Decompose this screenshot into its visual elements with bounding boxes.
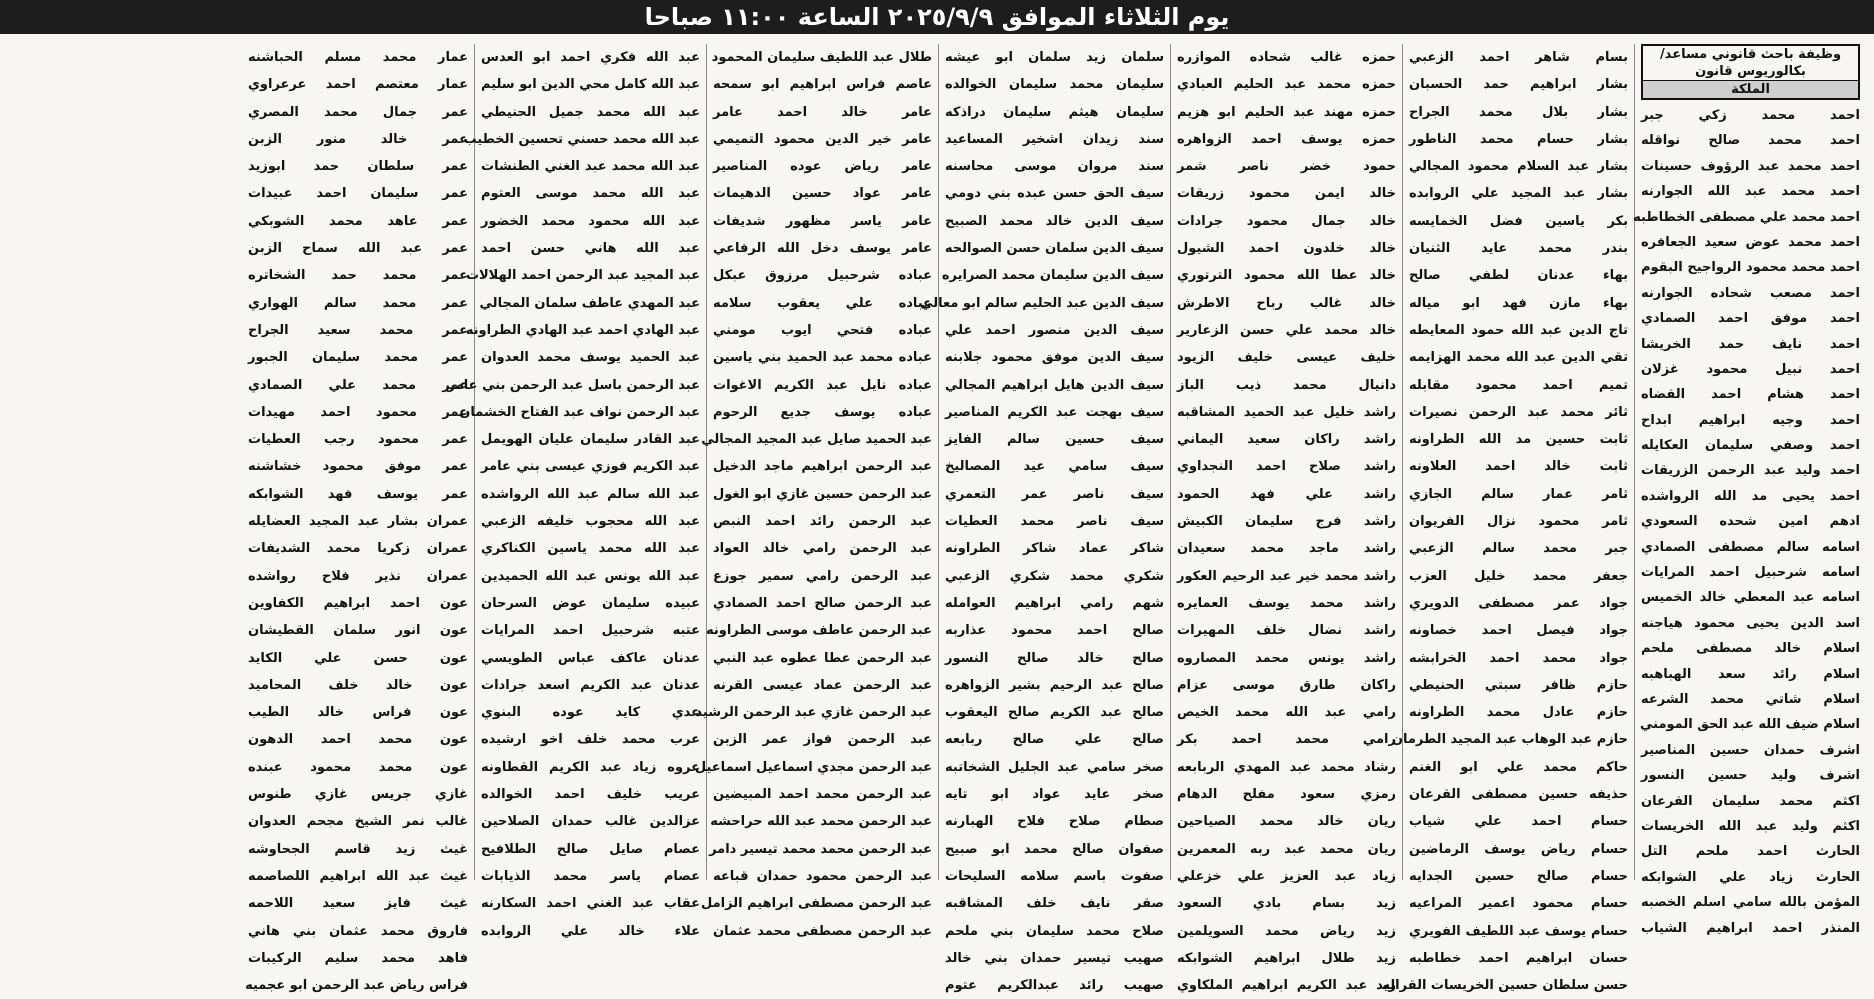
candidate-name: عبد الهادي احمد عبد الهادي الطراونه bbox=[465, 322, 700, 338]
candidate-name: عبد الله محمود محمد الخضور bbox=[481, 213, 700, 229]
candidate-name: سيف بهجت عبد الكريم المناصير bbox=[945, 404, 1164, 420]
candidate-name: عون محمد محمود عبنده bbox=[248, 759, 468, 775]
candidate-name: عروه زياد عبد الكريم القطاونه bbox=[481, 759, 700, 775]
candidate-name: زياد عبد العزيز علي خزعلي bbox=[1177, 868, 1396, 884]
candidate-name: عمر محمد سالم الهواري bbox=[248, 295, 468, 311]
candidate-name: عون فراس خالد الطيب bbox=[248, 705, 468, 721]
job-title-header bbox=[1641, 44, 1860, 100]
candidate-name: المؤمن بالله سامي اسلم الخصبه bbox=[1641, 895, 1860, 911]
candidate-name: زيد بسام بادي السعود bbox=[1177, 896, 1396, 912]
candidate-name: عمر يوسف فهد الشوابكه bbox=[248, 486, 468, 502]
candidate-name: عبد الرحمن عماد عيسى القرنه bbox=[713, 677, 932, 693]
candidate-name: عمر خالد منور الزبن bbox=[248, 131, 468, 147]
candidate-name: حازم ظافر سبتي الحنيطي bbox=[1409, 677, 1628, 693]
candidate-name: عمار محمد مسلم الحباشنه bbox=[248, 50, 468, 65]
candidate-name: عون احمد ابراهيم الكفاوين bbox=[248, 595, 468, 611]
candidate-name: صالح عبد الكريم صالح اليعقوب bbox=[945, 705, 1164, 721]
candidate-name: صالح علي صالح ربابعه bbox=[945, 732, 1164, 748]
candidate-name: عامر خالد احمد عامر bbox=[713, 104, 932, 120]
candidate-name: عامر عواد حسين الدهيمات bbox=[713, 186, 932, 202]
candidate-name: احمد موفق احمد الصمادي bbox=[1641, 311, 1860, 327]
candidate-name: ثائر محمد عبد الرحمن نصيرات bbox=[1409, 404, 1628, 420]
candidate-name: ريان خالد محمد الصياحين bbox=[1177, 814, 1396, 830]
candidate-name: بكر ياسين فضل الخمايسه bbox=[1409, 213, 1628, 229]
candidate-name: سليمان هيثم سليمان دراذكه bbox=[945, 104, 1164, 120]
candidate-name: عريب خليف احمد الخوالده bbox=[481, 787, 700, 803]
candidate-name: عمر محمد سليمان الجبور bbox=[248, 350, 468, 366]
candidate-name: صالح خالد صالح النسور bbox=[945, 650, 1164, 666]
candidate-name: عبد الرحمن محمود حمدان قباعه bbox=[713, 868, 932, 884]
candidate-name: عمر عبد الله سماح الزبن bbox=[248, 241, 468, 257]
candidate-name: شكري محمد شكري الزعبي bbox=[945, 568, 1164, 584]
candidate-name: عصام صايل صالح الطلافيح bbox=[481, 841, 700, 857]
candidate-name: احمد وليد عبد الرحمن الزريقات bbox=[1641, 463, 1860, 479]
candidate-name: عون محمد احمد الدهون bbox=[248, 732, 468, 748]
candidate-name: فاهد محمد سليم الركيبات bbox=[248, 950, 468, 966]
candidate-name: عبد الحميد يوسف محمد العدوان bbox=[481, 350, 700, 366]
candidate-name: سند مروان موسى محاسنه bbox=[945, 159, 1164, 175]
candidate-name: عبد الرحمن ابراهيم ماجد الدخيل bbox=[713, 459, 932, 475]
candidate-name: سيف الدين عبد الحليم سالم ابو معالي bbox=[920, 295, 1164, 311]
candidate-name: عبد القادر سليمان عليان الهويمل bbox=[481, 432, 700, 448]
candidate-name: سيف الدين سليمان محمد الصرايره bbox=[941, 268, 1164, 284]
candidate-name: عدنان عاكف عباس الطويسي bbox=[481, 650, 700, 666]
candidate-name: صلاح محمد سليمان بني ملحم bbox=[945, 923, 1164, 939]
candidate-name: احمد محمد عبد الرؤوف حسينات bbox=[1641, 158, 1860, 174]
candidate-name: صالح احمد محمود عذاربه bbox=[945, 623, 1164, 639]
candidate-name: اسلام ضيف الله عبد الحق المومني bbox=[1640, 717, 1860, 733]
candidate-name: حازم عادل محمد الطراونه bbox=[1409, 705, 1628, 721]
candidate-name: بهاء مازن فهد ابو مياله bbox=[1409, 295, 1628, 311]
candidate-name: عمر موفق محمود خشاشنه bbox=[248, 459, 468, 475]
candidate-name: عباده محمد عبد الحميد بني ياسين bbox=[713, 350, 932, 366]
candidate-name: حسام صالح حسين الجدايه bbox=[1409, 868, 1628, 884]
candidate-name: شهم رامي ابراهيم العوامله bbox=[945, 595, 1164, 611]
candidate-name: عمر محمود رجب العطيات bbox=[248, 432, 468, 448]
candidate-name: حسام محمود اعمير المراعيه bbox=[1409, 896, 1628, 912]
candidate-name: اسد الدين يحيى محمود هياجنه bbox=[1641, 615, 1860, 631]
candidate-name: رمزي سعود مفلح الدهام bbox=[1177, 787, 1396, 803]
candidate-name: صخر عايد عواد ابو تايه bbox=[945, 787, 1164, 803]
candidate-name: عامر خير الدين محمود التميمي bbox=[713, 131, 932, 147]
candidate-name: جواد فيصل احمد خصاونه bbox=[1409, 623, 1628, 639]
candidate-name: سيف الدين هايل ابراهيم المجالي bbox=[945, 377, 1164, 393]
candidate-name: عبد الرحمن محمد عبد الله حراحشه bbox=[710, 814, 932, 830]
candidate-name: تاج الدين عبد الله حمود المعايطه bbox=[1409, 322, 1628, 338]
candidate-name: عرب محمد خلف اخو ارشيده bbox=[481, 732, 700, 748]
candidate-name: اسلام رائد سعد الهباهبه bbox=[1641, 666, 1860, 682]
candidate-name: عمر سلطان حمد ابوزيد bbox=[248, 159, 468, 175]
candidate-name: صهيب رائد عبدالكريم عتوم bbox=[945, 978, 1164, 994]
candidate-name: عون حسن علي الكايد bbox=[248, 650, 468, 666]
candidate-name: عقاب عبد الغني احمد السكارنه bbox=[481, 896, 700, 912]
candidate-name: حسان ابراهيم احمد خطاطبه bbox=[1409, 950, 1628, 966]
candidate-name: عبد الله محمد عبد الغني الطنشات bbox=[481, 159, 700, 175]
candidate-name: ادهم امين شحده السعودي bbox=[1641, 514, 1860, 530]
candidate-name: سيف الدين منصور احمد علي bbox=[945, 322, 1164, 338]
candidate-name: اسامه سالم مصطفى الصمادي bbox=[1641, 539, 1860, 555]
candidate-name: صخر سامي عبد الجليل الشخاتبه bbox=[945, 759, 1164, 775]
candidate-name: بشار بلال محمد الجراح bbox=[1409, 104, 1628, 120]
candidate-name: دانيال محمد ذيب الباز bbox=[1177, 377, 1396, 393]
names-column bbox=[1633, 44, 1866, 936]
candidate-name: اسامه عبد المعطي خالد الخميس bbox=[1641, 590, 1860, 606]
candidate-name: عبد الله محمد حسني تحسين الخطيب bbox=[463, 131, 700, 147]
candidate-name: غالب نمر الشيخ مجحم العدوان bbox=[248, 814, 468, 830]
candidate-name: عصام ياسر محمد الذيابات bbox=[481, 868, 700, 884]
candidate-name: عبد الله محجوب خليفه الزعبي bbox=[481, 514, 700, 530]
candidate-name: عامر رياض عوده المناصير bbox=[713, 159, 932, 175]
candidate-name: ثامر عمار سالم الجازي bbox=[1409, 486, 1628, 502]
candidate-name: عمر محمود احمد مهيدات bbox=[248, 404, 468, 420]
candidate-name: تقي الدين عبد الله محمد الهزايمه bbox=[1409, 350, 1628, 366]
candidate-name: عاصم فراس ابراهيم ابو سمحه bbox=[713, 77, 932, 93]
candidate-name: خالد عطا الله محمود الترتوري bbox=[1177, 268, 1396, 284]
candidate-name: سيف ناصر عمر التعمري bbox=[945, 486, 1164, 502]
candidate-name: حمزه يوسف احمد الزواهره bbox=[1177, 131, 1396, 147]
candidate-name: عبد الله محمد جميل الحنيطي bbox=[481, 104, 700, 120]
candidate-name: سيف الدين خالد محمد الصبيح bbox=[945, 213, 1164, 229]
candidate-name: عبد المجيد عبد الرحمن احمد الهلالات bbox=[465, 268, 700, 284]
candidate-name: حسام يوسف عبد اللطيف الفويري bbox=[1409, 923, 1628, 939]
candidate-name: احمد نايف حمد الخريشا bbox=[1641, 336, 1860, 352]
candidate-name: خالد جمال محمود جرادات bbox=[1177, 213, 1396, 229]
candidate-name: صفوت باسم سلامه السليحات bbox=[945, 868, 1164, 884]
names-list bbox=[694, 44, 932, 945]
candidate-name: اسلام شاتي محمد الشرعه bbox=[1641, 691, 1860, 707]
candidate-name: بشار عبد المجيد علي الروابده bbox=[1409, 186, 1628, 202]
candidate-name: حاكم محمد علي ابو الغنم bbox=[1409, 759, 1628, 775]
candidate-name: عدنان عبد الكريم اسعد جرادات bbox=[481, 677, 700, 693]
candidate-name: احمد نبيل محمود غزلان bbox=[1641, 361, 1860, 377]
candidate-name: راشد نضال خلف المهيرات bbox=[1177, 623, 1396, 639]
candidate-name: رامي عبد الله محمد الخيص bbox=[1177, 705, 1396, 721]
candidate-name: جعفر محمد خليل العزب bbox=[1409, 568, 1628, 584]
candidate-name: راشد فرج سليمان الكبيش bbox=[1177, 514, 1396, 530]
names-columns bbox=[8, 44, 1866, 994]
candidate-name: اشرف حمدان حسين المناصير bbox=[1641, 742, 1860, 758]
candidate-name: بهاء عدنان لطفي صالح bbox=[1409, 268, 1628, 284]
candidate-name: احمد محمد عبد الله الجوارنه bbox=[1641, 184, 1860, 200]
candidate-name: عبد الرحمن محمد احمد المبيضين bbox=[713, 787, 932, 803]
candidate-name: تميم احمد محمود مقابله bbox=[1409, 377, 1628, 393]
candidate-name: عبد الرحمن مجدي اسماعيل اسماعيل bbox=[694, 759, 932, 775]
candidate-name: احمد مصعب شحاده الجوارنه bbox=[1641, 285, 1860, 301]
job-region-label: الملكة bbox=[1643, 80, 1858, 98]
names-list bbox=[1177, 44, 1396, 999]
candidate-name: عمران زكريا محمد الشديفات bbox=[248, 541, 468, 557]
candidate-name: بندر محمد عايد الثنيان bbox=[1409, 241, 1628, 257]
candidate-name: خالد ايمن محمود زريقات bbox=[1177, 186, 1396, 202]
candidate-name: اكثم وليد عبد الله الخريسات bbox=[1641, 818, 1860, 834]
candidate-name: احمد هشام احمد القضاه bbox=[1641, 387, 1860, 403]
candidate-name: عبد الرحمن رائد احمد النبص bbox=[713, 514, 932, 530]
candidate-name: عون انور سلمان القطيشان bbox=[248, 623, 468, 639]
candidate-name: جبر محمد سالم الزعبي bbox=[1409, 541, 1628, 557]
candidate-name: راشد محمد خير عبد الرحيم العكور bbox=[1177, 568, 1396, 584]
candidate-name: ثابت حسين مد الله الطراونه bbox=[1409, 432, 1628, 448]
candidate-name: حذيفه حسين مصطفى القرعان bbox=[1409, 787, 1628, 803]
candidate-name: ريان محمد عبد ربه المعمرين bbox=[1177, 841, 1396, 857]
candidate-name: احمد محمد صالح نواقله bbox=[1641, 133, 1860, 149]
candidate-name: عمر محمد علي الصمادي bbox=[248, 377, 468, 393]
candidate-name: عمر محمد حمد الشخاتره bbox=[248, 268, 468, 284]
names-column bbox=[1382, 44, 1634, 994]
candidate-name: اسلام خالد مصطفى ملحم bbox=[1641, 641, 1860, 657]
candidate-name: عبد الرحمن رامي خالد العواد bbox=[713, 541, 932, 557]
candidate-name: احمد محمد محمود الرواجيح البقوم bbox=[1641, 260, 1860, 276]
candidate-name: عبد الكريم فوزي عيسى بني عامر bbox=[481, 459, 700, 475]
candidate-name: عامر يوسف دخل الله الرفاعي bbox=[713, 241, 932, 257]
job-title-line: وظيفة باحث قانوني مساعد/ bbox=[1659, 47, 1842, 62]
names-list bbox=[920, 44, 1164, 999]
candidate-name: شاكر عماد شاكر الطراونه bbox=[945, 541, 1164, 557]
candidate-name: عمران نذير فلاح رواشده bbox=[248, 568, 468, 584]
candidate-name: عبيده سليمان عوض السرحان bbox=[481, 595, 700, 611]
candidate-name: عباده علي يعقوب سلامه bbox=[713, 295, 932, 311]
candidate-name: صقر نايف خلف المشاقبه bbox=[945, 896, 1164, 912]
candidate-name: عبد الرحمن غازي عبد الرحمن الرشيد bbox=[695, 705, 932, 721]
candidate-name: احمد وصفي سليمان العكايله bbox=[1641, 438, 1860, 454]
candidate-name: جواد عمر مصطفى الدويري bbox=[1409, 595, 1628, 611]
names-column bbox=[242, 44, 474, 994]
candidate-name: عباده شرحبيل مرزوق عبكل bbox=[713, 268, 932, 284]
candidate-name: اشرف وليد حسين النسور bbox=[1641, 768, 1860, 784]
candidate-name: عبد الله فكري احمد ابو العدس bbox=[481, 50, 700, 65]
candidate-name: غازي جريس غازي طنوس bbox=[248, 787, 468, 803]
candidate-name: عباده نايل عبد الكريم الاغوات bbox=[713, 377, 932, 393]
candidate-name: رامي محمد احمد بكر bbox=[1177, 732, 1396, 748]
candidate-name: عبد الله كامل محي الدين ابو سليم bbox=[481, 77, 700, 93]
candidate-name: عمران بشار عبد المجيد العضايله bbox=[248, 514, 468, 530]
candidate-name: غيث فايز سعيد اللاحمه bbox=[248, 896, 468, 912]
candidate-name: زيد عبد الكريم ابراهيم الملكاوي bbox=[1177, 978, 1396, 994]
candidate-name: اسامه شرحبيل احمد المرايات bbox=[1641, 565, 1860, 581]
candidate-name: راشد راكان سعيد اليماني bbox=[1177, 432, 1396, 448]
candidate-name: صهيب تيسير حمدان بني خالد bbox=[945, 950, 1164, 966]
candidate-name: سليمان محمد سليمان الخوالده bbox=[945, 77, 1164, 93]
candidate-name: عبد الرحمن عطا عطوه عبد النبي bbox=[713, 650, 932, 666]
candidate-name: بسام شاهر احمد الزعبي bbox=[1409, 50, 1628, 65]
candidate-name: زيد طلال ابراهيم الشوابكه bbox=[1177, 950, 1396, 966]
candidate-name: علاء خالد علي الروابده bbox=[481, 923, 700, 939]
candidate-name: راشد محمد يوسف العمايره bbox=[1177, 595, 1396, 611]
candidate-name: عبد المهدي عاطف سلمان المجالي bbox=[479, 295, 700, 311]
candidate-name: غيث زيد قاسم الجحاوشه bbox=[248, 841, 468, 857]
candidate-name: حمود خضر ناصر شمر bbox=[1177, 159, 1396, 175]
candidate-name: سيف سامي عيد المصاليخ bbox=[945, 459, 1164, 475]
candidate-name: حسام احمد علي شياب bbox=[1409, 814, 1628, 830]
candidate-name: عباده يوسف جديع الرحوم bbox=[713, 404, 932, 420]
candidate-name: عبد الرحمن محمد محمد تيسير دامر bbox=[709, 841, 932, 857]
names-list bbox=[447, 44, 700, 945]
candidate-name: راشد ماجد محمد سعيدان bbox=[1177, 541, 1396, 557]
candidate-name: سند زيدان اشخير المساعيد bbox=[945, 131, 1164, 147]
candidate-name: خالد محمد علي حسن الزعارير bbox=[1177, 322, 1396, 338]
candidate-name: عبد الحميد صايل عبد المجيد المجالي bbox=[701, 432, 932, 448]
candidate-name: عبد الله يونس عبد الله الحميدين bbox=[481, 568, 700, 584]
candidate-name: عدي كايد عوده البنوي bbox=[481, 705, 700, 721]
names-column bbox=[447, 44, 706, 939]
names-list bbox=[1382, 44, 1628, 999]
candidate-name: راشد يونس محمد المصاروه bbox=[1177, 650, 1396, 666]
candidate-name: حمزه مهند عبد الحليم ابو هزيم bbox=[1177, 104, 1396, 120]
candidate-name: عمر محمد سعيد الجراح bbox=[248, 322, 468, 338]
names-list bbox=[245, 44, 468, 999]
names-list bbox=[1633, 103, 1860, 941]
candidate-name: عبد الرحمن مصطفى ابراهيم الزامل bbox=[701, 896, 932, 912]
candidate-name: غيث عبد الله ابراهيم اللصاصمه bbox=[248, 868, 468, 884]
candidate-name: عون خالد خلف المحاميد bbox=[248, 677, 468, 693]
candidate-name: حازم عبد الوهاب عبد المجيد الطرمان bbox=[1391, 732, 1628, 748]
candidate-name: راشد صلاح احمد النجداوي bbox=[1177, 459, 1396, 475]
candidate-name: سيف الدين موفق محمود جلابنه bbox=[945, 350, 1164, 366]
candidate-name: عبد الرحمن نواف عبد الفتاح الخشمان bbox=[459, 404, 700, 420]
names-column bbox=[920, 44, 1170, 994]
candidate-name: عبد الرحمن باسل عبد الرحمن بني عامر bbox=[447, 377, 700, 393]
candidate-name: عبد الله هاني حسن احمد bbox=[481, 241, 700, 257]
candidate-name: خالد غالب رباح الاطرش bbox=[1177, 295, 1396, 311]
candidate-name: عبد الرحمن مصطفى محمد عثمان bbox=[713, 923, 932, 939]
candidate-name: الحارث زياد علي الشوابكه bbox=[1641, 869, 1860, 885]
candidate-name: بشار عبد السلام محمود المجالي bbox=[1409, 159, 1628, 175]
candidate-name: بشار ابراهيم حمد الحسبان bbox=[1409, 77, 1628, 93]
candidate-name: الحارث احمد ملحم التل bbox=[1641, 844, 1860, 860]
candidate-name: عامر ياسر مظهور شديفات bbox=[713, 213, 932, 229]
candidate-name: عمر سليمان احمد عبيدات bbox=[248, 186, 468, 202]
candidate-name: احمد يحيى مد الله الرواشده bbox=[1641, 488, 1860, 504]
candidate-name: سيف ناصر محمد العطيات bbox=[945, 514, 1164, 530]
candidate-name: صطام صلاح فلاح الهبارنه bbox=[945, 814, 1164, 830]
candidate-name: عبد الرحمن فواز عمر الزبن bbox=[713, 732, 932, 748]
candidate-name: راشد خليل عبد الحميد المشاقبه bbox=[1177, 404, 1396, 420]
candidate-name: سيف الحق حسن عبده بني دومي bbox=[945, 186, 1164, 202]
candidate-name: حمزه غالب شحاده الموازره bbox=[1177, 50, 1396, 65]
candidate-name: حمزه محمد عبد الحليم العبادي bbox=[1177, 77, 1396, 93]
candidate-name: عمر عاهد محمد الشوبكي bbox=[248, 213, 468, 229]
candidate-name: عباده فتحي ايوب مومني bbox=[713, 322, 932, 338]
candidate-name: زيد رياض محمد السويلمين bbox=[1177, 923, 1396, 939]
candidate-name: سيف حسين سالم الفايز bbox=[945, 432, 1164, 448]
candidate-name: طلال عبد اللطيف سليمان المحمود bbox=[711, 50, 932, 65]
candidate-name: بشار حسام محمد الناطور bbox=[1409, 131, 1628, 147]
names-column bbox=[1170, 44, 1402, 994]
candidate-name: عزالدين غالب حمدان الصلاحين bbox=[481, 814, 700, 830]
candidate-name: احمد محمد علي مصطفى الخطاطبه bbox=[1633, 209, 1860, 225]
candidate-name: عمر جمال محمد المصري bbox=[248, 104, 468, 120]
candidate-name: ثابت خالد احمد العلاونه bbox=[1409, 459, 1628, 475]
candidate-name: عتبه شرحبيل احمد المرايات bbox=[481, 623, 700, 639]
candidate-name: المنذر احمد ابراهيم الشياب bbox=[1641, 920, 1860, 936]
candidate-name: عمار معتصم احمد عرعراوي bbox=[248, 77, 468, 93]
candidate-name: عبد الله سالم عبد الله الرواشده bbox=[481, 486, 700, 502]
date-banner: يوم الثلاثاء الموافق ٢٠٢٥/٩/٩ الساعة ١١:٠٠ صباحا bbox=[0, 0, 1874, 34]
candidate-name: عبد الله محمد موسى العتوم bbox=[481, 186, 700, 202]
candidate-name: احمد محمد عوض سعيد الجعافره bbox=[1641, 234, 1860, 250]
candidate-name: صفوان صالح محمد ابو صبيح bbox=[945, 841, 1164, 857]
candidate-name: عبد الرحمن عاطف موسى الطراونه bbox=[705, 623, 932, 639]
candidate-name: ثامر محمود نزال الفريوان bbox=[1409, 514, 1628, 530]
candidate-name: فاروق محمد عثمان بني هاني bbox=[248, 923, 468, 939]
candidate-name: عبد الرحمن صالح احمد الصمادي bbox=[713, 595, 932, 611]
candidate-name: عبد الله محمد ياسين الكناكري bbox=[481, 541, 700, 557]
candidate-name: رشاد محمد عبد المهدي الربابعه bbox=[1177, 759, 1396, 775]
candidate-name: جواد محمد احمد الخرابشه bbox=[1409, 650, 1628, 666]
job-qualification-line: بكالوريوس قانون bbox=[1695, 64, 1806, 79]
candidate-name: راشد علي فهد الحمود bbox=[1177, 486, 1396, 502]
candidate-name: عبد الرحمن حسين غازي ابو الغول bbox=[713, 486, 932, 502]
candidate-name: راكان طارق موسى عزام bbox=[1177, 677, 1396, 693]
candidate-name: فراس رياض عبد الرحمن ابو عجميه bbox=[245, 978, 468, 994]
candidate-name: اكثم محمد سليمان القرعان bbox=[1641, 793, 1860, 809]
candidate-name: سيف الدين سلمان حسن الصوالحه bbox=[944, 241, 1164, 257]
candidate-name: عبد الرحمن رامي سمير جوزع bbox=[713, 568, 932, 584]
names-column bbox=[694, 44, 938, 939]
candidate-name: سلمان زيد سلمان ابو عيشه bbox=[945, 50, 1164, 65]
candidate-name: حسام رياض يوسف الرماضين bbox=[1409, 841, 1628, 857]
candidate-name: حسن سلطان حسين الخريسات القراله bbox=[1382, 978, 1628, 994]
candidate-name: احمد محمد زكي جبر bbox=[1641, 108, 1860, 123]
candidate-name: خليف عيسى خليف الزيود bbox=[1177, 350, 1396, 366]
candidate-name: صالح عبد الرحيم بشير الزواهره bbox=[945, 677, 1164, 693]
candidate-name: احمد وجيه ابراهيم ابداح bbox=[1641, 412, 1860, 428]
candidate-name: خالد خلدون احمد الشيول bbox=[1177, 241, 1396, 257]
